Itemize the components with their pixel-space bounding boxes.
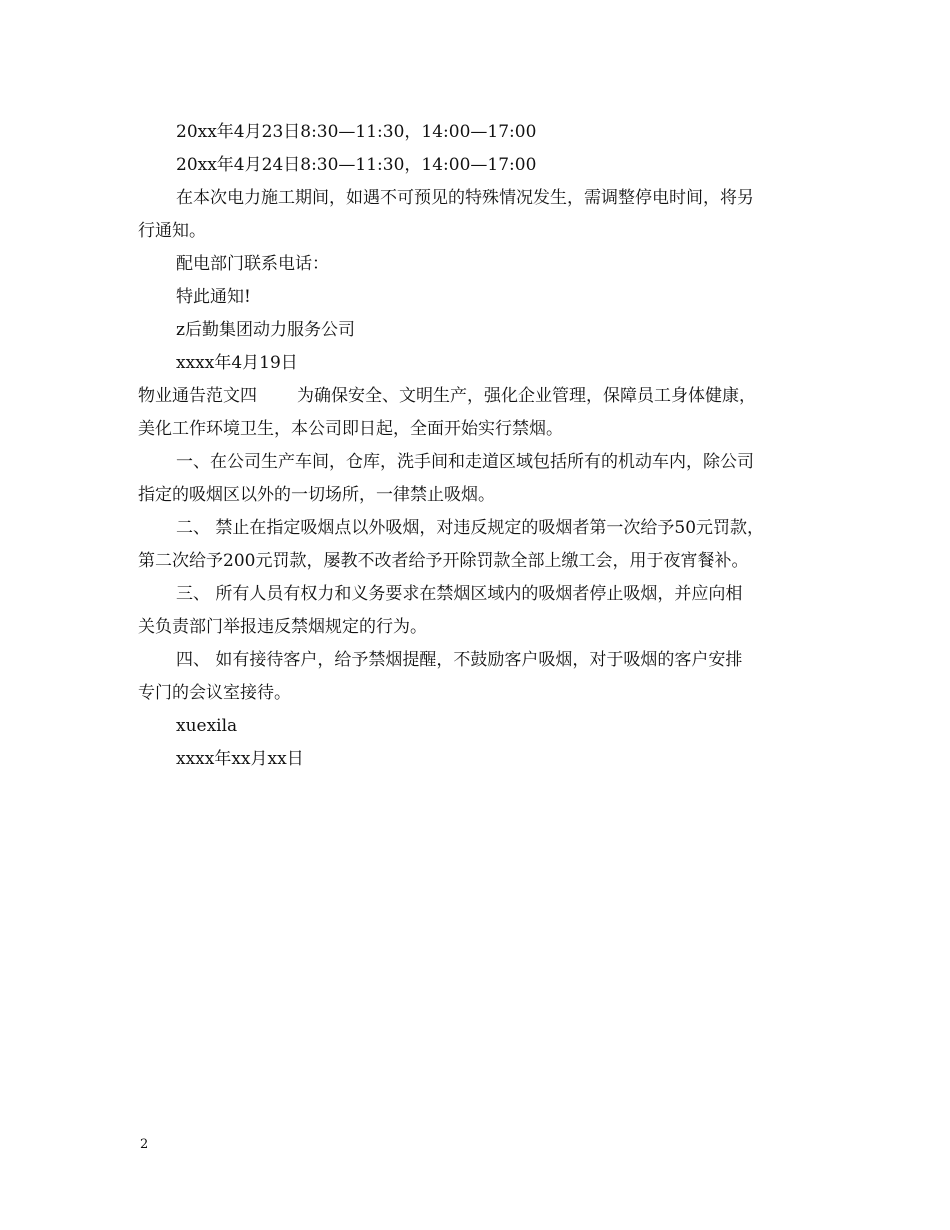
notice-four-signature: xuexila — [176, 716, 238, 736]
notice-four-intro-line-1 — [138, 380, 818, 413]
rule-item-1-line-1: 一、在公司生产车间，仓库，洗手间和走道区域包括所有的机动车内，除公司 — [176, 452, 754, 472]
rule-item-4-line-1: 四、 如有接待客户，给予禁烟提醒，不鼓励客户吸烟，对于吸烟的客户安排 — [176, 650, 743, 670]
rule-item-1-line-2: 指定的吸烟区以外的一切场所，一律禁止吸烟。 — [138, 485, 495, 505]
rule-item-4-line-2: 专门的会议室接待。 — [138, 683, 291, 703]
notice-four-heading: 物业通告范文四 — [138, 386, 257, 406]
notice-four-date: xxxx年xx月xx日 — [176, 749, 304, 769]
notice-paragraph-line-2: 行通知。 — [138, 221, 206, 241]
rule-item-2-line-1: 二、 禁止在指定吸烟点以外吸烟，对违反规定的吸烟者第一次给予50元罚款， — [176, 518, 765, 538]
closing-text: 特此通知! — [176, 287, 251, 307]
page-number: 2 — [140, 1137, 149, 1152]
notice-four-intro-line-2: 美化工作环境卫生，本公司即日起，全面开始实行禁烟。 — [138, 419, 563, 439]
rule-item-2-line-2: 第二次给予200元罚款，屡教不改者给予开除罚款全部上缴工会，用于夜宵餐补。 — [138, 551, 749, 571]
issuer-name: z后勤集团动力服务公司 — [176, 320, 355, 340]
issue-date: xxxx年4月19日 — [176, 353, 298, 373]
contact-phone-label: 配电部门联系电话： — [176, 254, 329, 274]
rule-item-3-line-1: 三、 所有人员有权力和义务要求在禁烟区域内的吸烟者停止吸烟，并应向相 — [176, 584, 743, 604]
schedule-line-2: 20xx年4月24日8:30—11:30，14:00—17:00 — [176, 155, 537, 175]
rule-item-3-line-2: 关负责部门举报违反禁烟规定的行为。 — [138, 617, 427, 637]
schedule-line-1: 20xx年4月23日8:30—11:30，14:00—17:00 — [176, 122, 537, 142]
notice-paragraph-line-1: 在本次电力施工期间，如遇不可预见的特殊情况发生，需调整停电时间，将另 — [176, 188, 754, 208]
document-body — [138, 116, 818, 776]
notice-four-intro-text: 为确保安全、文明生产，强化企业管理，保障员工身体健康， — [297, 386, 756, 406]
